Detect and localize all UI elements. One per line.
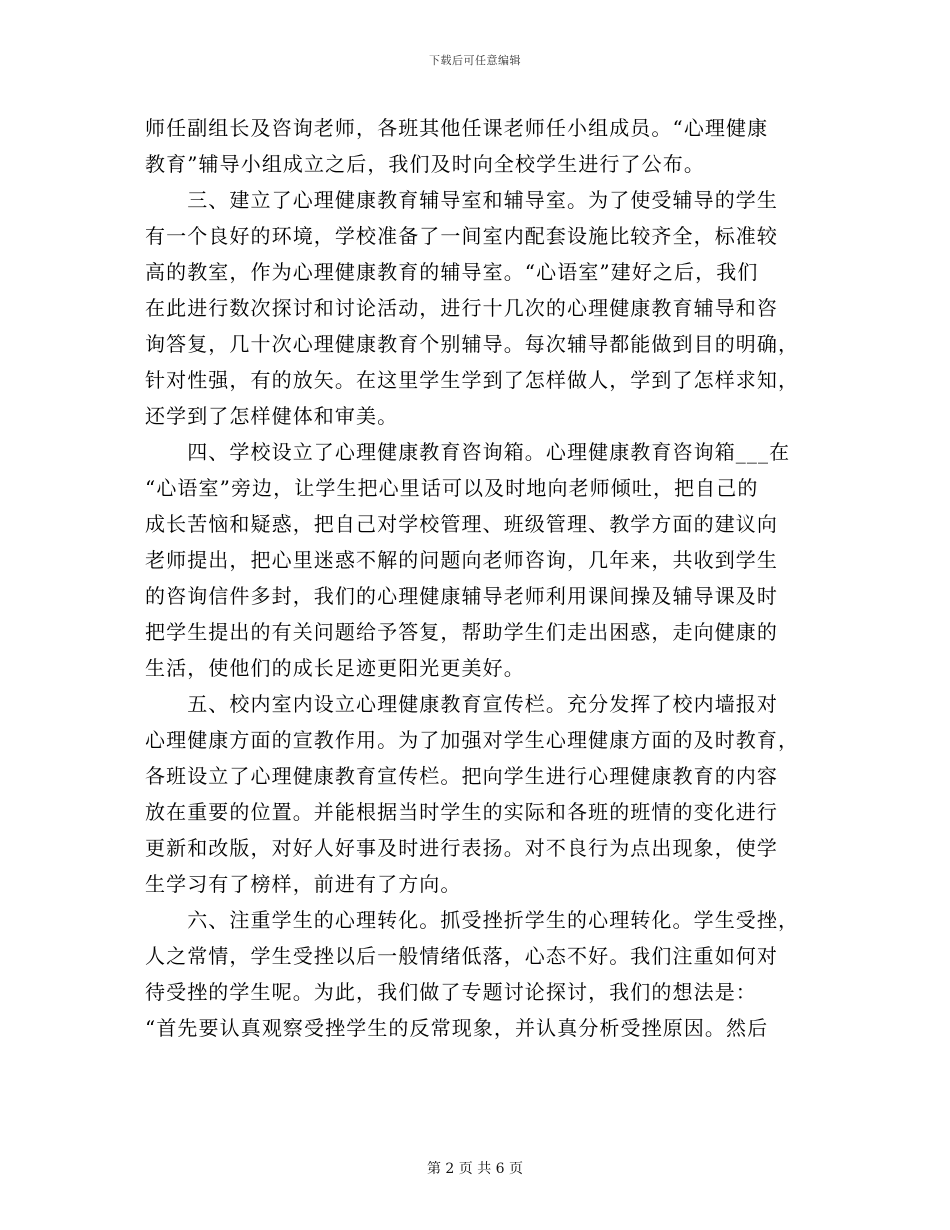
page-header: 下载后可任意编辑 <box>429 54 521 67</box>
text-line: 高的教室，作为心理健康教育的辅导室。“心语室”建好之后，我们 <box>145 260 759 284</box>
text-line: 放在重要的位置。并能根据当时学生的实际和各班的班情的变化进行 <box>145 800 778 824</box>
text-line: 五、校内室内设立心理健康教育宣传栏。充分发挥了校内墙报对 <box>145 692 778 716</box>
text-line: 在此进行数次探讨和讨论活动，进行十几次的心理健康教育辅导和咨 <box>145 296 778 320</box>
text-line: 六、注重学生的心理转化。抓受挫折学生的心理转化。学生受挫， <box>145 908 800 932</box>
text-line: 的咨询信件多封，我们的心理健康辅导老师利用课间操及辅导课及时 <box>145 584 778 608</box>
text-line: 把学生提出的有关问题给予答复，帮助学生们走出困惑，走向健康的 <box>145 620 778 644</box>
text-line: 还学到了怎样健体和审美。 <box>145 404 399 428</box>
text-line: 教育”辅导小组成立之后，我们及时向全校学生进行了公布。 <box>145 152 705 176</box>
text-line: 待受挫的学生呢。为此，我们做了专题讨论探讨，我们的想法是： <box>145 980 757 1004</box>
text-line: 询答复，几十次心理健康教育个别辅导。每次辅导都能做到目的明确， <box>145 332 800 356</box>
text-line: 四、学校设立了心理健康教育咨询箱。心理健康教育咨询箱___在 <box>145 440 791 464</box>
text-line: 各班设立了心理健康教育宣传栏。把向学生进行心理健康教育的内容 <box>145 764 778 788</box>
text-line: 更新和改版，对好人好事及时进行表扬。对不良行为点出现象，使学 <box>145 836 778 860</box>
text-line: 生活，使他们的成长足迹更阳光更美好。 <box>145 656 525 680</box>
text-line: 心理健康方面的宣教作用。为了加强对学生心理健康方面的及时教育， <box>145 728 800 752</box>
text-line: 针对性强，有的放矢。在这里学生学到了怎样做人，学到了怎样求知， <box>145 368 800 392</box>
text-line: 师任副组长及咨询老师，各班其他任课老师任小组成员。“心理健康 <box>145 116 769 140</box>
text-line: 生学习有了榜样，前进有了方向。 <box>145 872 462 896</box>
text-line: 人之常情，学生受挫以后一般情绪低落，心态不好。我们注重如何对 <box>145 944 778 968</box>
text-line: 三、建立了心理健康教育辅导室和辅导室。为了使受辅导的学生 <box>145 188 778 212</box>
document-body <box>145 110 800 1046</box>
text-line: “心语室”旁边，让学生把心里话可以及时地向老师倾吐，把自己的 <box>145 476 759 500</box>
text-line: 老师提出，把心里迷惑不解的问题向老师咨询，几年来，共收到学生 <box>145 548 778 572</box>
text-line: “首先要认真观察受挫学生的反常现象，并认真分析受挫原因。然后 <box>145 1016 769 1040</box>
page-footer: 第 2 页 共 6 页 <box>426 1161 524 1177</box>
text-line: 成长苦恼和疑惑，把自己对学校管理、班级管理、教学方面的建议向 <box>145 512 778 536</box>
text-line: 有一个良好的环境，学校准备了一间室内配套设施比较齐全，标准较 <box>145 224 778 248</box>
